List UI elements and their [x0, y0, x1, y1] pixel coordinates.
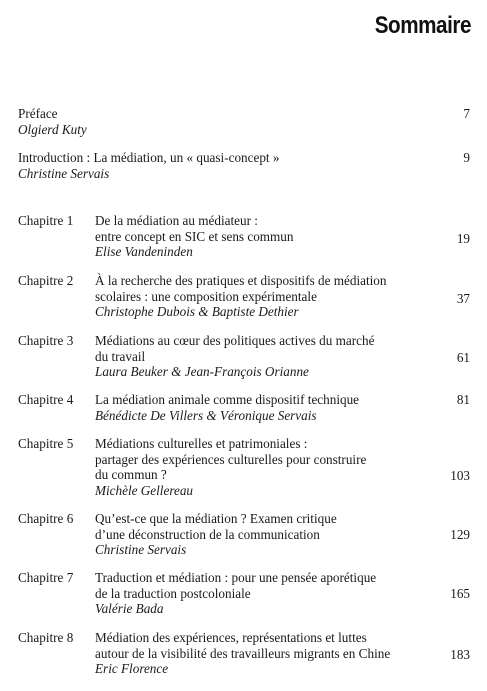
chapter-title-line: d’une déconstruction de la communication	[95, 526, 320, 542]
chapter-page: 103	[450, 468, 470, 483]
chapter-title-line: entre concept en SIC et sens commun	[95, 228, 294, 244]
toc-entry-page: 9	[463, 150, 470, 165]
chapter-body	[95, 273, 425, 320]
chapter-label: Chapitre 2	[18, 273, 74, 288]
chapter-author: Michèle Gellereau	[95, 482, 194, 498]
chapter-label: Chapitre 1	[18, 213, 74, 228]
toc-entry-text	[18, 106, 418, 137]
chapter-author: Christophe Dubois & Baptiste Dethier	[95, 304, 299, 319]
chapter-page: 61	[456, 350, 470, 365]
chapter-title-line: autour de la visibilité des travailleurs migrants en Chine	[95, 645, 391, 661]
chapter-title-line: Qu’est-ce que la médiation ? Examen critique	[95, 511, 337, 526]
chapter-author: Valérie Bada	[95, 601, 164, 616]
chapter-page: 19	[456, 231, 470, 246]
chapter-page: 37	[456, 291, 470, 306]
chapter-title-line: du travail	[95, 348, 146, 364]
chapter-label: Chapitre 5	[18, 436, 74, 451]
chapter-label: Chapitre 4	[18, 392, 74, 407]
chapter-author: Christine Servais	[95, 542, 187, 557]
toc-entry-title: Introduction : La médiation, un « quasi-concept »	[18, 150, 280, 165]
chapter-body	[95, 570, 425, 617]
chapter-page: 129	[450, 527, 470, 542]
chapter-title-line: À la recherche des pratiques et dispositifs de médiation	[95, 273, 387, 288]
chapter-label: Chapitre 6	[18, 511, 74, 526]
chapter-author: Eric Florence	[95, 661, 169, 676]
chapter-body	[95, 630, 425, 677]
chapter-title-line: De la médiation au médiateur :	[95, 213, 258, 228]
toc-entry-author: Christine Servais	[18, 165, 110, 181]
chapter-label: Chapitre 3	[18, 333, 74, 348]
chapter-body	[95, 392, 425, 423]
chapter-title-line: du commun ?	[95, 467, 167, 482]
chapter-body	[95, 436, 425, 498]
chapter-title-line: Traduction et médiation : pour une pensée aporétique	[95, 570, 377, 585]
chapter-label: Chapitre 7	[18, 570, 74, 585]
chapter-title-line: scolaires : une composition expérimentale	[95, 288, 317, 304]
chapter-author: Laura Beuker & Jean-François Orianne	[95, 364, 309, 379]
toc-entry-page: 7	[463, 106, 470, 121]
chapter-page: 81	[456, 392, 470, 407]
chapter-title-line: de la traduction postcoloniale	[95, 585, 251, 601]
chapter-body	[95, 333, 425, 380]
chapter-body	[95, 213, 425, 260]
chapter-title-line: Médiations culturelles et patrimoniales :	[95, 436, 308, 451]
chapter-page: 165	[450, 586, 470, 601]
chapter-body	[95, 511, 425, 558]
toc-entry-title: Préface	[18, 106, 58, 121]
toc-entry-text	[18, 150, 418, 181]
page-title: Sommaire	[374, 12, 471, 39]
chapter-label: Chapitre 8	[18, 630, 74, 645]
chapter-title-line: Médiations au cœur des politiques actives du marché	[95, 333, 375, 348]
chapter-title-line: La médiation animale comme dispositif technique	[95, 392, 360, 407]
chapter-author: Elise Vandeninden	[95, 244, 193, 259]
chapter-title-line: Médiation des expériences, représentations et luttes	[95, 630, 367, 645]
toc-entry-author: Olgierd Kuty	[18, 121, 87, 137]
chapter-page: 183	[450, 647, 470, 662]
chapter-author: Bénédicte De Villers & Véronique Servais	[95, 407, 317, 423]
chapter-title-line: partager des expériences culturelles pour construire	[95, 451, 367, 467]
